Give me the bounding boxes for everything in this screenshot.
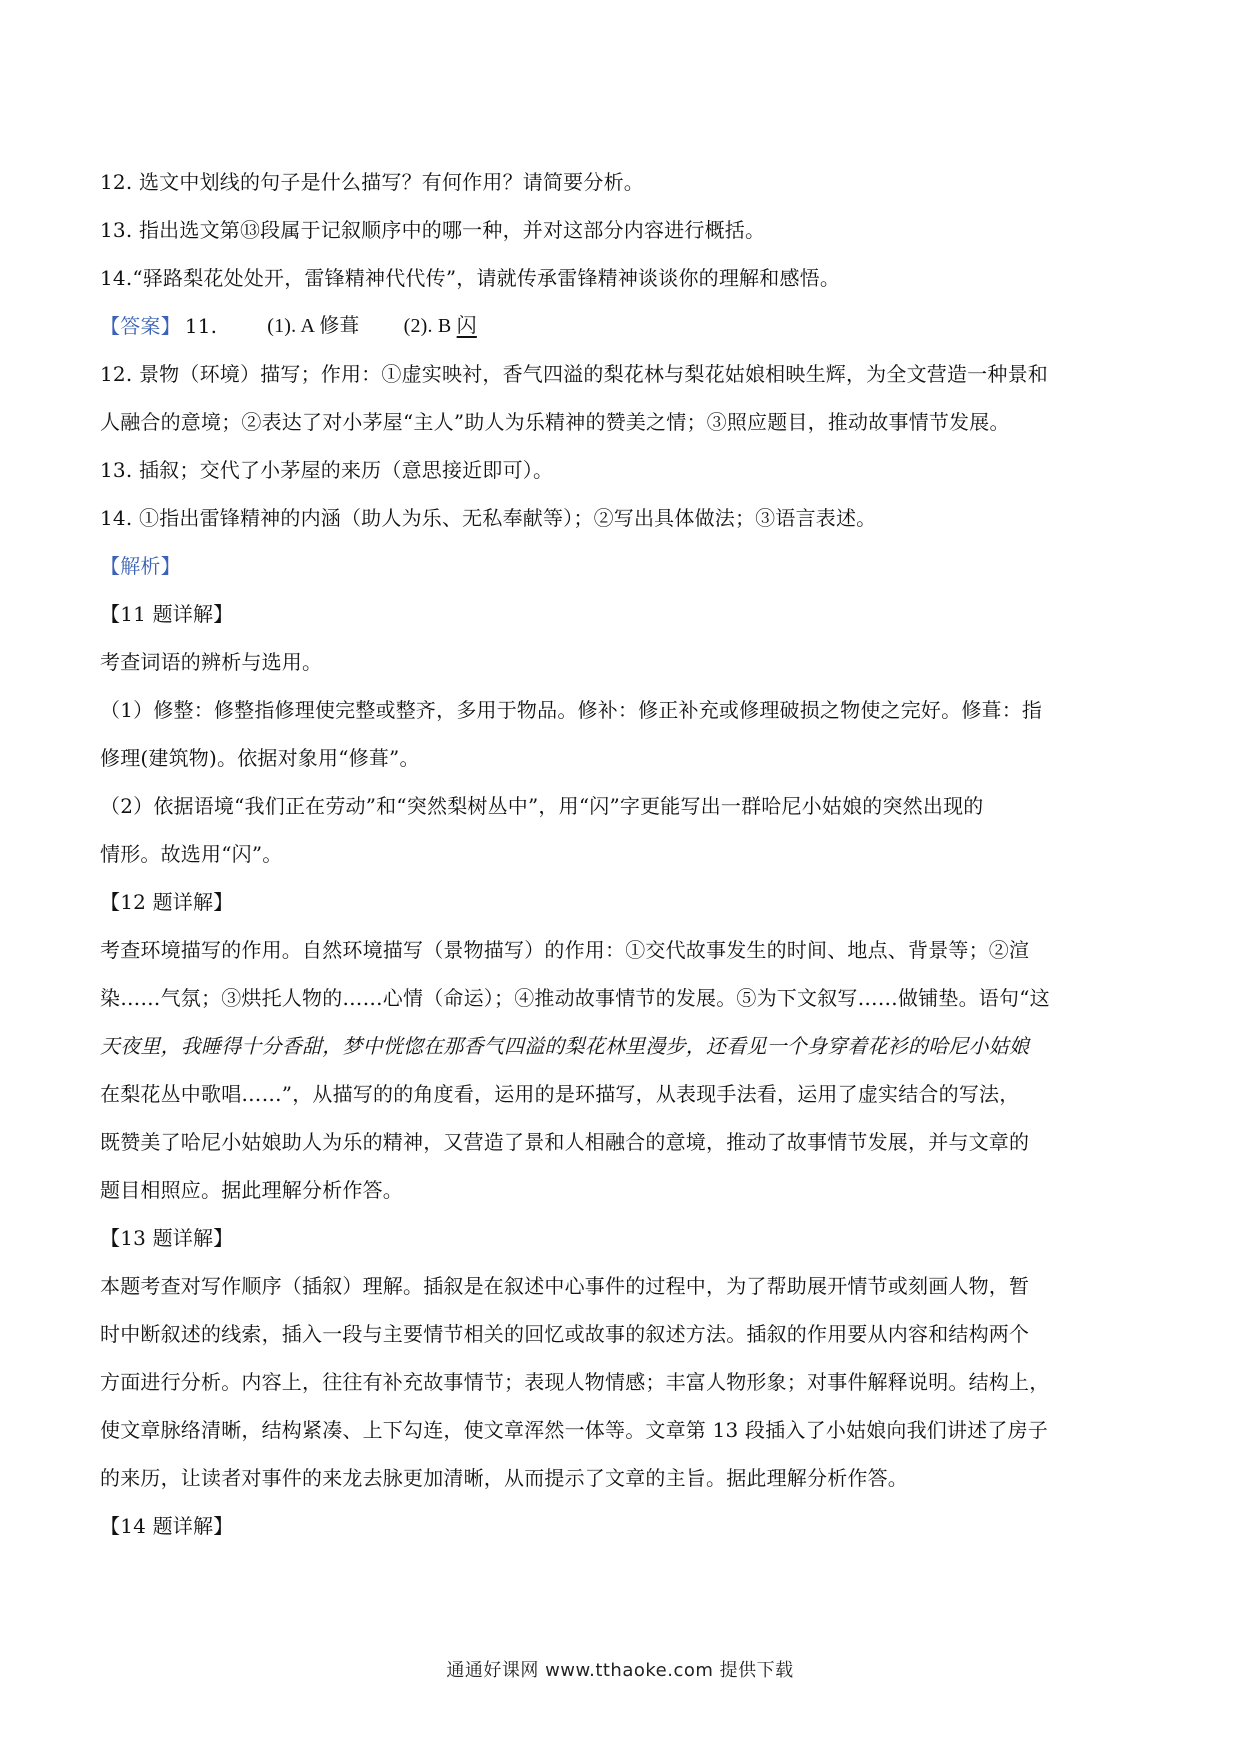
heading-q14-detail: 【14 题详解】 bbox=[100, 1514, 234, 1538]
answer-13: 13. 插叙；交代了小茅屋的来历（意思接近即可）。 bbox=[100, 458, 554, 482]
q12-detail-line-2: 染……气氛；③烘托人物的……心情（命运）；④推动故事情节的发展。⑤为下文叙写……做铺垫。语句“这 bbox=[100, 986, 1050, 1010]
question-13: 13. 指出选文第⑬段属于记叙顺序中的哪一种，并对这部分内容进行概括。 bbox=[100, 218, 766, 242]
answer-11-option-1: (1). A 修葺 bbox=[267, 315, 360, 337]
q13-detail-line-1: 本题考查对写作顺序（插叙）理解。插叙是在叙述中心事件的过程中，为了帮助展开情节或刻画人物，暂 bbox=[100, 1274, 1030, 1298]
q11-part1-line-2: 修理(建筑物)。依据对象用“修葺”。 bbox=[100, 746, 420, 770]
q13-detail-line-4: 使文章脉络清晰，结构紧凑、上下勾连，使文章浑然一体等。文章第 13 段插入了小姑娘向我们讲述了房子 bbox=[100, 1418, 1048, 1442]
answer-tag: 【答案】 bbox=[100, 314, 181, 338]
q12-detail-line-6: 题目相照应。据此理解分析作答。 bbox=[100, 1178, 403, 1202]
q13-detail-line-3: 方面进行分析。内容上，往往有补充故事情节；表现人物情感；丰富人物形象；对事件解释说明。结构上， bbox=[100, 1370, 1050, 1394]
answer-11-option-2-prefix: (2). B bbox=[403, 315, 457, 337]
q11-part2-line-1: （2）依据语境“我们正在劳动”和“突然梨树丛中”，用“闪”字更能写出一群哈尼小姑娘的突然出现的 bbox=[100, 794, 984, 818]
q12-detail-line-5: 既赞美了哈尼小姑娘助人为乐的精神，又营造了景和人相融合的意境，推动了故事情节发展，并与文章的 bbox=[100, 1130, 1030, 1154]
answer-11-number: 11. bbox=[184, 314, 218, 338]
analysis-tag: 【解析】 bbox=[100, 554, 181, 578]
heading-q12-detail: 【12 题详解】 bbox=[100, 890, 234, 914]
answer-11-option-2-char: 闪 bbox=[456, 315, 477, 337]
page-footer: 通通好课网 www.tthaoke.com 提供下载 bbox=[446, 1660, 794, 1681]
answer-12-line-2: 人融合的意境；②表达了对小茅屋“主人”助人为乐精神的赞美之情；③照应题目，推动故事情节发展。 bbox=[100, 410, 1010, 434]
heading-q13-detail: 【13 题详解】 bbox=[100, 1226, 234, 1250]
q12-detail-line-3: 天夜里，我睡得十分香甜，梦中恍惚在那香气四溢的梨花林里漫步，还看见一个身穿着花衫的哈尼小姑娘 bbox=[100, 1034, 1030, 1058]
heading-q11-detail: 【11 题详解】 bbox=[100, 602, 234, 626]
q11-part2-line-2: 情形。故选用“闪”。 bbox=[100, 842, 283, 866]
page-content bbox=[100, 158, 1140, 1550]
q13-detail-line-5: 的来历，让读者对事件的来龙去脉更加清晰，从而提示了文章的主旨。据此理解分析作答。 bbox=[100, 1466, 908, 1490]
q12-detail-line-4: 在梨花丛中歌唱……”，从描写的的角度看，运用的是环描写，从表现手法看，运用了虚实结合的写法， bbox=[100, 1082, 1020, 1106]
answer-14: 14. ①指出雷锋精神的内涵（助人为乐、无私奉献等）；②写出具体做法；③语言表述。 bbox=[100, 506, 877, 530]
q13-detail-line-2: 时中断叙述的线索，插入一段与主要情节相关的回忆或故事的叙述方法。插叙的作用要从内容和结构两个 bbox=[100, 1322, 1030, 1346]
q12-detail-line-1: 考查环境描写的作用。自然环境描写（景物描写）的作用：①交代故事发生的时间、地点、背景等；②渲 bbox=[100, 938, 1030, 962]
question-14: 14.“驿路梨花处处开，雷锋精神代代传”，请就传承雷锋精神谈谈你的理解和感悟。 bbox=[100, 266, 841, 290]
answer-11-line bbox=[100, 302, 1140, 350]
q11-part1-line-1: （1）修整：修整指修理使完整或整齐，多用于物品。修补：修正补充或修理破损之物使之完好。修葺：指 bbox=[100, 698, 1043, 722]
question-12: 12. 选文中划线的句子是什么描写？有何作用？请简要分析。 bbox=[100, 170, 644, 194]
answer-11-option-2 bbox=[404, 302, 477, 350]
answer-12-line-1: 12. 景物（环境）描写；作用：①虚实映衬，香气四溢的梨花林与梨花姑娘相映生辉，为全文营造一种景和 bbox=[100, 362, 1048, 386]
q11-intro: 考查词语的辨析与选用。 bbox=[100, 650, 323, 674]
